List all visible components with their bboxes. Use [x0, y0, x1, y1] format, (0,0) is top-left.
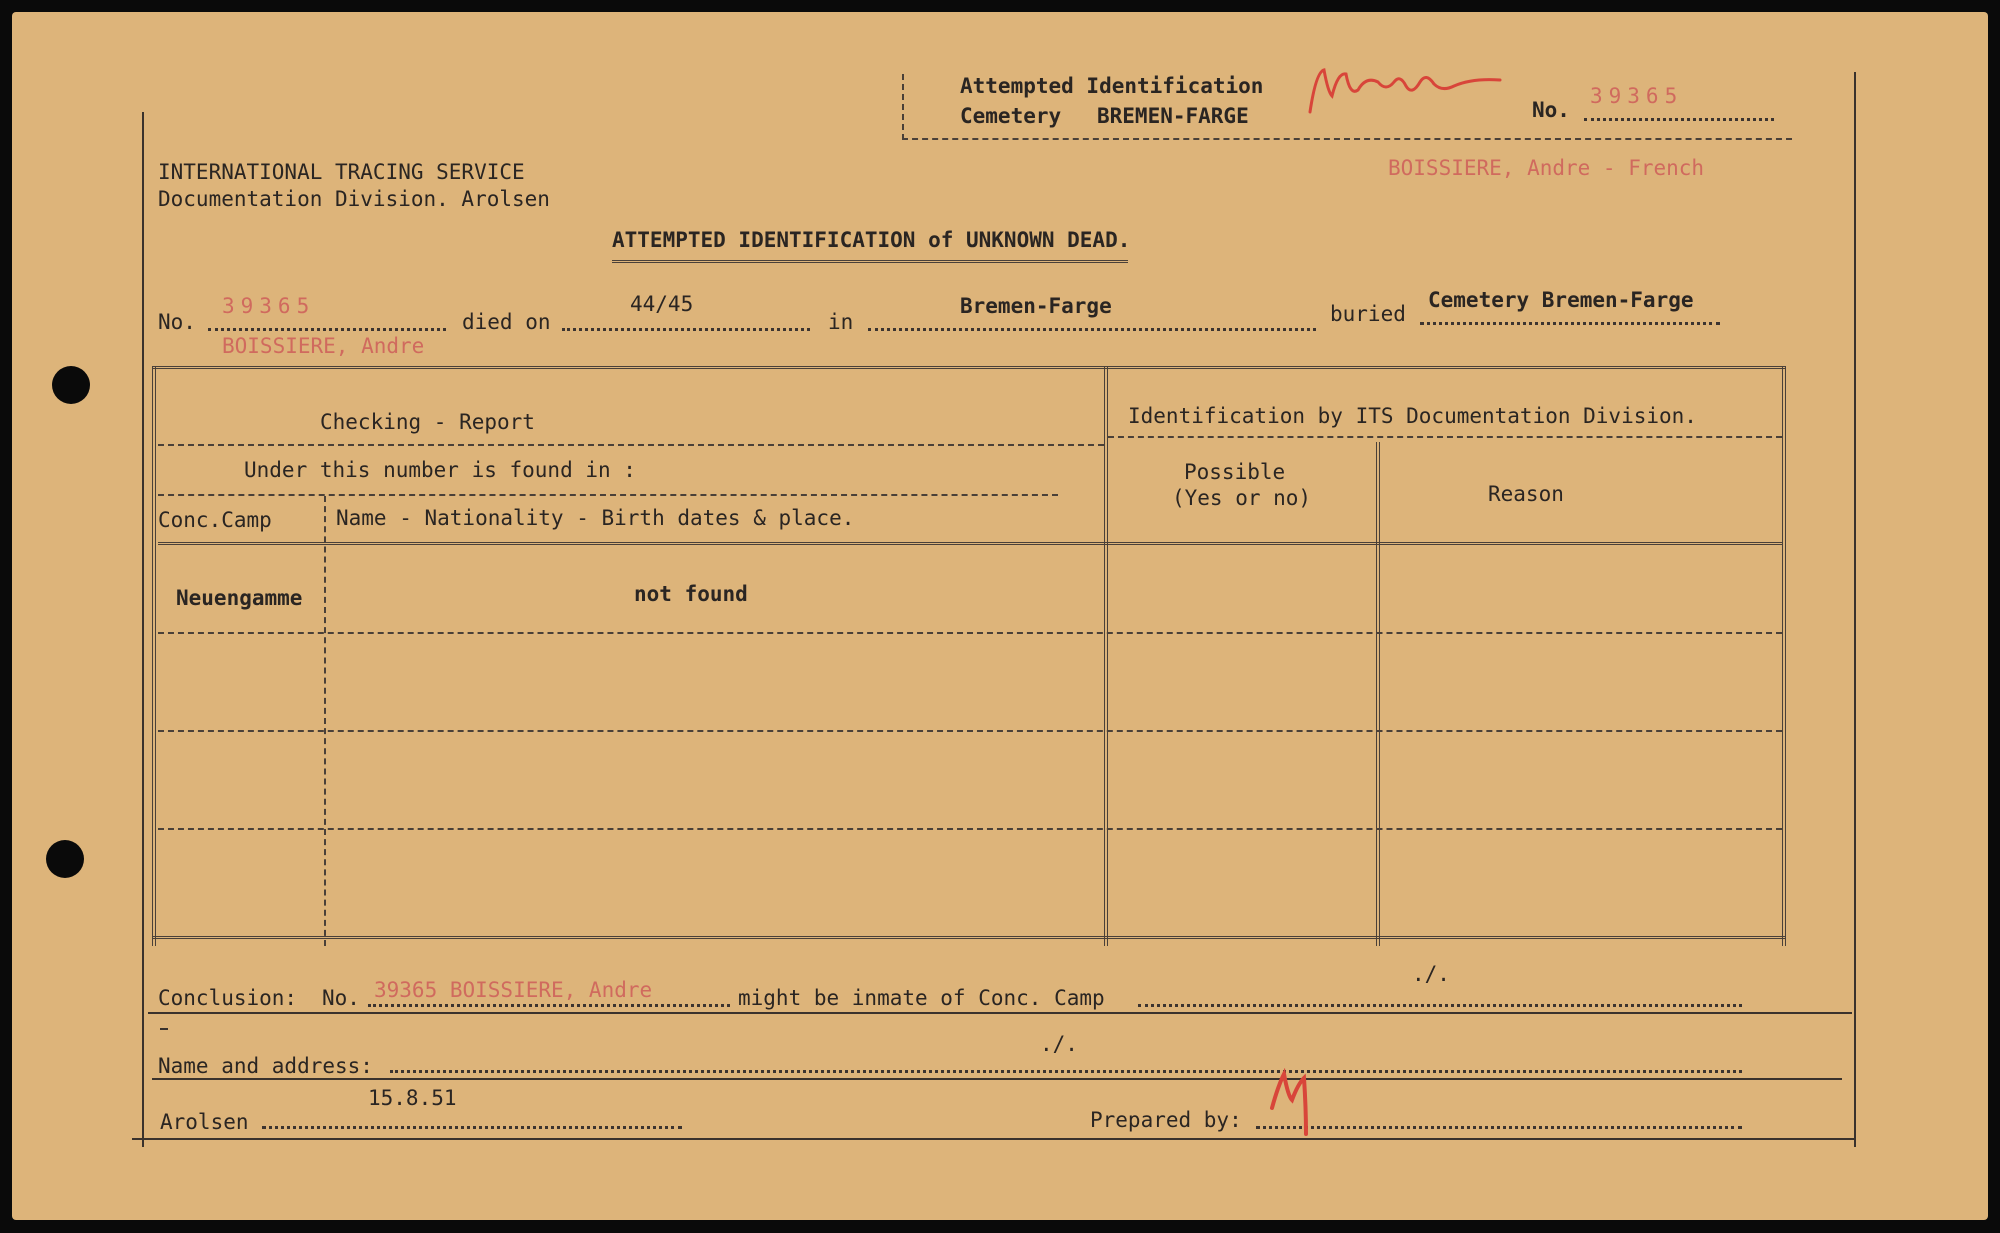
- buried-dots: [1420, 322, 1720, 325]
- footer-date: 15.8.51: [368, 1086, 457, 1110]
- row-1-bottom-line: [158, 632, 1782, 634]
- footer-place: Arolsen: [160, 1110, 249, 1134]
- identification-header: Identification by ITS Documentation Division.: [1128, 404, 1697, 428]
- table-divider-camp: [324, 496, 326, 946]
- died-on-label: died on: [462, 310, 551, 334]
- buried-label: buried: [1330, 302, 1406, 326]
- conclusion-number-dots: [368, 1004, 730, 1007]
- died-on-value: 44/45: [630, 292, 694, 316]
- left-border-line: [142, 112, 144, 1147]
- table-right-line: [1782, 366, 1786, 946]
- cemetery-label: Cemetery: [960, 104, 1062, 128]
- form-title-underline: [612, 260, 1128, 263]
- right-border-line: [1854, 72, 1856, 1147]
- name-address-dots: [390, 1070, 1742, 1073]
- row-1-camp: Neuengamme: [176, 586, 303, 610]
- record-number-value: 39365: [222, 294, 316, 318]
- prepared-initial: [1266, 1068, 1326, 1138]
- conclusion-dots: [1138, 1004, 1742, 1007]
- bottom-border-line: [132, 1138, 1856, 1140]
- header-number-value: 39365: [1590, 84, 1684, 108]
- record-number-dots: [208, 328, 446, 331]
- record-number-label: No.: [158, 310, 196, 334]
- col-camp-header: Conc.Camp: [158, 508, 272, 532]
- checking-report-underline: [158, 444, 1104, 446]
- punch-hole-top: [52, 366, 90, 404]
- subject-name-nationality: BOISSIERE, Andre - French: [1388, 156, 1705, 180]
- col-reason-header: Reason: [1488, 482, 1564, 506]
- record-name-value: BOISSIERE, Andre: [222, 334, 425, 358]
- prepared-by-label: Prepared by:: [1090, 1108, 1242, 1132]
- conclusion-rule: [148, 1012, 1852, 1014]
- identification-underline: [1108, 436, 1782, 438]
- conclusion-value: ./.: [1412, 962, 1450, 986]
- attempted-identification-label: Attempted Identification: [960, 74, 1264, 98]
- buried-value: Cemetery Bremen-Farge: [1428, 288, 1694, 312]
- checking-report-header: Checking - Report: [320, 410, 535, 434]
- name-address-rule: [152, 1078, 1842, 1080]
- row-1-name: not found: [634, 582, 748, 606]
- header-number-label: No.: [1532, 98, 1570, 122]
- none-annotation: [1302, 52, 1512, 122]
- conclusion-number-label: No.: [322, 986, 360, 1010]
- table-divider-reason: [1376, 442, 1380, 946]
- col-possible-header-2: (Yes or no): [1172, 486, 1312, 510]
- col-name-header: Name - Nationality - Birth dates & place.: [336, 506, 855, 530]
- row-2-bottom-line: [158, 730, 1782, 732]
- table-bottom-line: [152, 936, 1786, 939]
- header-box-bottom-line: [902, 138, 1792, 140]
- name-address-value: ./.: [1040, 1032, 1078, 1056]
- organization-line-1: INTERNATIONAL TRACING SERVICE: [158, 160, 525, 184]
- conclusion-number-value: 39365 BOISSIERE, Andre: [374, 978, 653, 1002]
- none-handwriting-icon: [1302, 52, 1512, 122]
- table-left-line: [152, 366, 156, 946]
- footer-date-dots: [262, 1126, 682, 1129]
- organization-line-2: Documentation Division. Arolsen: [158, 187, 550, 211]
- table-top-line: [152, 366, 1786, 369]
- name-address-label: Name and address:: [158, 1054, 373, 1078]
- col-possible-header-1: Possible: [1184, 460, 1286, 484]
- in-label: in: [828, 310, 854, 334]
- header-number-dots: [1584, 118, 1774, 121]
- conclusion-tick: [160, 1028, 168, 1030]
- row-3-bottom-line: [158, 828, 1782, 830]
- cemetery-value: BREMEN-FARGE: [1097, 104, 1249, 128]
- conclusion-text: might be inmate of Conc. Camp: [738, 986, 1105, 1010]
- prepared-by-dots: [1256, 1126, 1742, 1129]
- punch-hole-bottom: [46, 840, 84, 878]
- conclusion-label: Conclusion:: [158, 986, 298, 1010]
- index-card: [12, 12, 1988, 1220]
- died-on-dots: [562, 328, 810, 331]
- initial-m-handwriting-icon: [1266, 1068, 1326, 1138]
- in-dots: [868, 328, 1316, 331]
- in-value: Bremen-Farge: [960, 294, 1112, 318]
- header-box-left-line: [902, 74, 904, 140]
- column-header-bottom-line: [158, 542, 1782, 545]
- under-number-underline: [158, 494, 1058, 496]
- form-title: ATTEMPTED IDENTIFICATION of UNKNOWN DEAD.: [612, 228, 1131, 252]
- table-divider-main: [1104, 366, 1108, 946]
- under-number-label: Under this number is found in :: [244, 458, 636, 482]
